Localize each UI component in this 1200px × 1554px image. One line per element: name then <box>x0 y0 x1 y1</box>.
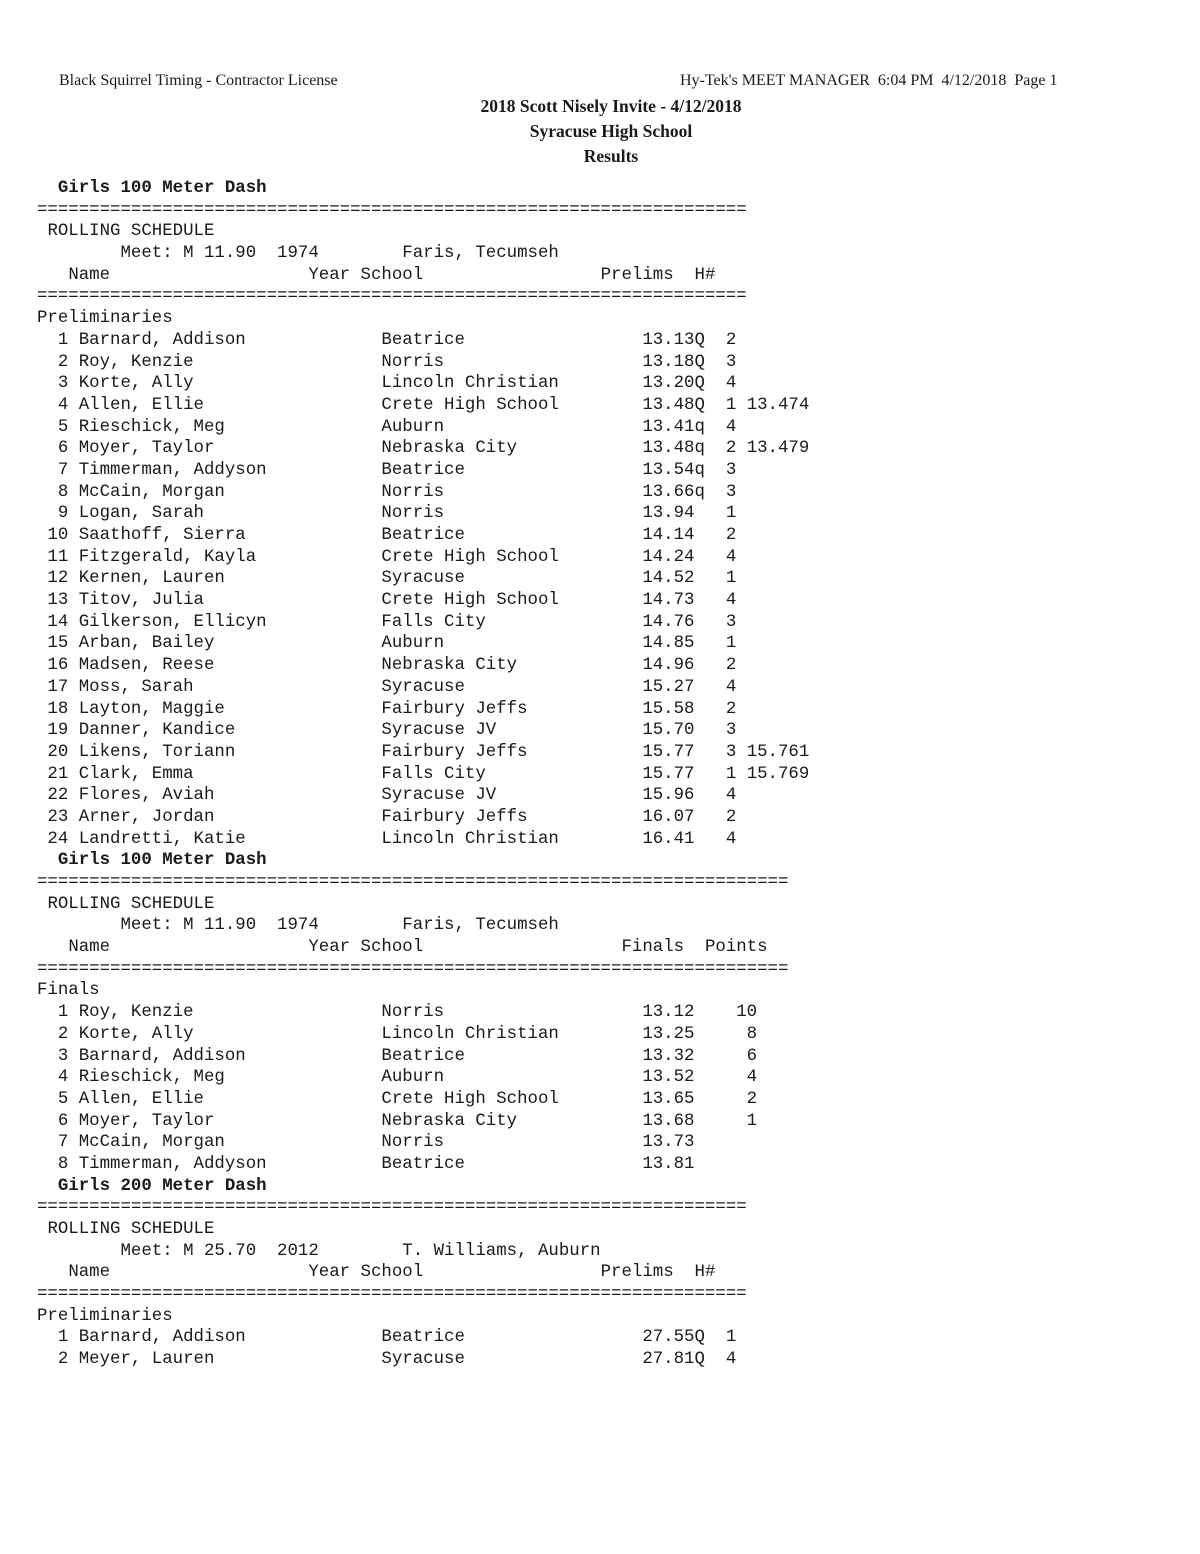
school: Beatrice <box>381 460 643 480</box>
mark: 14.14 <box>642 526 716 545</box>
mark: 27.55Q <box>642 1328 716 1348</box>
school: Falls City <box>381 764 643 784</box>
place: 22 <box>37 786 69 806</box>
mark: 14.52 <box>642 569 716 589</box>
rule-line <box>37 1284 809 1306</box>
col-mark-header: Prelims <box>600 1263 674 1283</box>
athlete-name: Meyer, Lauren <box>78 1350 382 1370</box>
tiebreak-time: 13.479 <box>746 439 810 459</box>
result-row <box>37 417 809 439</box>
mark: 13.41q <box>642 417 716 437</box>
mark: 15.77 <box>642 742 716 762</box>
place: 4 <box>37 1068 69 1088</box>
athlete-name: Clark, Emma <box>78 764 382 784</box>
heat-number: 4 <box>725 677 737 697</box>
athlete-name: Korte, Ally <box>78 1024 382 1044</box>
license-header: Black Squirrel Timing - Contractor License <box>59 72 338 89</box>
heat-number: 4 <box>725 547 737 567</box>
record-line <box>37 915 809 937</box>
mark: 13.65 <box>642 1089 716 1109</box>
school: Fairbury Jeffs <box>381 699 643 719</box>
place: 1 <box>37 330 69 350</box>
mark: 14.85 <box>642 634 716 654</box>
school: Syracuse <box>381 569 643 589</box>
place: 10 <box>37 526 69 545</box>
result-row <box>37 1067 809 1089</box>
place: 19 <box>37 721 69 741</box>
place: 8 <box>37 1154 69 1174</box>
rule-line <box>37 872 809 894</box>
athlete-name: Roy, Kenzie <box>78 352 382 372</box>
athlete-name: Landretti, Katie <box>78 829 382 849</box>
school: Crete High School <box>381 395 643 415</box>
mark: 14.24 <box>642 547 716 567</box>
school: Syracuse <box>381 677 643 697</box>
result-row <box>37 742 809 764</box>
mark: 14.73 <box>642 591 716 611</box>
heat-number: 1 <box>725 569 737 589</box>
col-mark-header: Finals <box>621 938 685 958</box>
schedule-line <box>37 221 809 243</box>
mark: 13.12 <box>642 1003 716 1023</box>
mark: 13.94 <box>642 504 716 524</box>
athlete-name: McCain, Morgan <box>78 1133 382 1153</box>
schedule-line <box>37 1219 809 1241</box>
mark: 13.66q <box>642 482 716 502</box>
result-row <box>37 1024 809 1046</box>
col-year-school-header: Year School <box>308 938 424 958</box>
divider-rule: ==================================================================== <box>37 1198 747 1218</box>
meet-title: 2018 Scott Nisely Invite - 4/12/2018 <box>480 96 742 116</box>
result-row <box>37 438 809 460</box>
place: 2 <box>37 352 69 372</box>
mark: 13.48q <box>642 439 716 459</box>
tiebreak-time: 15.761 <box>746 742 810 762</box>
athlete-name: Allen, Ellie <box>78 1089 382 1109</box>
place: 16 <box>37 656 69 676</box>
result-row <box>37 482 809 504</box>
athlete-name: Moss, Sarah <box>78 677 382 697</box>
section-line <box>37 308 809 330</box>
athlete-name: Logan, Sarah <box>78 504 382 524</box>
school: Auburn <box>381 1068 643 1088</box>
result-row <box>37 655 809 677</box>
school: Norris <box>381 482 643 502</box>
column-header-line <box>37 937 809 959</box>
result-row <box>37 1046 809 1068</box>
result-row <box>37 395 809 417</box>
athlete-name: Rieschick, Meg <box>78 1068 382 1088</box>
rule-line <box>37 959 809 981</box>
col-name-header: Name <box>68 1263 111 1283</box>
points: 2 <box>725 1089 758 1109</box>
place: 1 <box>37 1003 69 1023</box>
place: 6 <box>37 1111 69 1131</box>
school: Fairbury Jeffs <box>381 807 643 827</box>
mark: 15.58 <box>642 699 716 719</box>
result-row <box>37 764 809 786</box>
divider-rule: ==================================================================== <box>37 200 747 220</box>
heat-number: 3 <box>725 352 737 372</box>
section-line <box>37 1306 809 1328</box>
heat-number: 4 <box>725 591 737 611</box>
result-row <box>37 677 809 699</box>
col-name-header: Name <box>68 938 111 958</box>
result-row <box>37 1327 809 1349</box>
result-row <box>37 525 809 547</box>
heat-number: 2 <box>725 807 737 827</box>
heat-number: 1 <box>725 764 737 784</box>
venue-title: Syracuse High School <box>529 121 693 141</box>
place: 7 <box>37 1133 69 1153</box>
heat-number: 1 <box>725 395 737 415</box>
school: Syracuse <box>381 1350 643 1370</box>
section-label: Preliminaries <box>37 1306 173 1326</box>
result-row <box>37 503 809 525</box>
school: Crete High School <box>381 1089 643 1109</box>
mark: 14.76 <box>642 612 716 632</box>
event-title: Girls 100 Meter Dash <box>57 179 267 198</box>
meet-record: Meet: M 11.90 1974 Faris, Tecumseh <box>120 244 559 264</box>
result-row <box>37 330 809 352</box>
heat-number: 4 <box>725 786 737 806</box>
place: 17 <box>37 677 69 697</box>
school: Lincoln Christian <box>381 829 643 849</box>
record-line <box>37 1241 809 1263</box>
result-row <box>37 1089 809 1111</box>
heat-number: 3 <box>725 742 737 762</box>
mark: 16.07 <box>642 807 716 827</box>
result-row <box>37 612 809 634</box>
athlete-name: Timmerman, Addyson <box>78 1154 382 1174</box>
mark: 15.27 <box>642 677 716 697</box>
place: 12 <box>37 569 69 589</box>
event-title-line <box>37 1176 809 1198</box>
result-row <box>37 568 809 590</box>
place: 9 <box>37 504 69 524</box>
column-header-line <box>37 265 809 287</box>
heat-number: 2 <box>725 699 737 719</box>
col-year-school-header: Year School <box>308 265 424 285</box>
athlete-name: Saathoff, Sierra <box>78 526 382 545</box>
school: Auburn <box>381 634 643 654</box>
place: 5 <box>37 417 69 437</box>
athlete-name: Layton, Maggie <box>78 699 382 719</box>
result-row <box>37 1349 809 1371</box>
result-row <box>37 699 809 721</box>
place: 20 <box>37 742 69 762</box>
heat-number: 3 <box>725 460 737 480</box>
place: 7 <box>37 460 69 480</box>
school: Norris <box>381 504 643 524</box>
heat-number: 2 <box>725 526 737 545</box>
school: Falls City <box>381 612 643 632</box>
school: Lincoln Christian <box>381 1024 643 1044</box>
result-row <box>37 460 809 482</box>
event-title: Girls 100 Meter Dash <box>57 851 267 871</box>
school: Beatrice <box>381 526 643 545</box>
divider-rule: ==================================================================== <box>37 287 747 307</box>
result-row <box>37 373 809 395</box>
athlete-name: Flores, Aviah <box>78 786 382 806</box>
athlete-name: Madsen, Reese <box>78 656 382 676</box>
points: 1 <box>725 1111 758 1131</box>
place: 2 <box>37 1350 69 1370</box>
col-extra-header: Points <box>704 938 768 958</box>
divider-rule: ==================================================================== <box>37 1285 747 1305</box>
athlete-name: McCain, Morgan <box>78 482 382 502</box>
points: 8 <box>725 1024 758 1044</box>
mark: 13.73 <box>642 1133 716 1153</box>
divider-rule: ======================================================================== <box>37 959 789 979</box>
record-line <box>37 243 809 265</box>
athlete-name: Likens, Toriann <box>78 742 382 762</box>
result-row <box>37 829 809 851</box>
school: Syracuse JV <box>381 721 643 741</box>
mark: 13.68 <box>642 1111 716 1131</box>
school: Fairbury Jeffs <box>381 742 643 762</box>
place: 11 <box>37 547 69 567</box>
result-row <box>37 720 809 742</box>
school: Beatrice <box>381 1046 643 1066</box>
mark: 13.20Q <box>642 374 716 394</box>
heat-number: 3 <box>725 612 737 632</box>
col-name-header: Name <box>68 265 111 285</box>
school: Nebraska City <box>381 1111 643 1131</box>
points <box>726 1155 757 1174</box>
place: 24 <box>37 829 69 849</box>
athlete-name: Timmerman, Addyson <box>78 460 382 480</box>
athlete-name: Barnard, Addison <box>78 1328 382 1348</box>
tiebreak-time: 13.474 <box>746 395 810 415</box>
heat-number: 1 <box>725 1328 737 1348</box>
school: Lincoln Christian <box>381 374 643 394</box>
meet-record: Meet: M 11.90 1974 Faris, Tecumseh <box>120 916 559 936</box>
mark: 13.48Q <box>642 395 716 415</box>
event-title: Girls 200 Meter Dash <box>57 1176 267 1196</box>
mark: 15.70 <box>642 721 716 741</box>
mark: 13.81 <box>642 1154 716 1174</box>
athlete-name: Fitzgerald, Kayla <box>78 547 382 567</box>
mark: 15.96 <box>642 786 716 806</box>
section-label: Preliminaries <box>37 309 173 329</box>
mark: 13.32 <box>642 1046 716 1066</box>
result-row <box>37 1111 809 1133</box>
school: Crete High School <box>381 591 643 611</box>
mark: 13.13Q <box>642 330 716 350</box>
result-row <box>37 633 809 655</box>
meet-record: Meet: M 25.70 2012 T. Williams, Auburn <box>120 1241 601 1261</box>
result-row <box>37 1002 809 1024</box>
schedule-label: ROLLING SCHEDULE <box>47 894 215 914</box>
place: 5 <box>37 1089 69 1109</box>
athlete-name: Arner, Jordan <box>78 807 382 827</box>
meet-manager-header: Hy-Tek's MEET MANAGER 6:04 PM 4/12/2018 Page 1 <box>680 72 1058 89</box>
athlete-name: Roy, Kenzie <box>78 1003 382 1023</box>
mark: 14.96 <box>642 656 716 676</box>
place: 3 <box>37 374 69 394</box>
event-title-line <box>37 850 809 872</box>
athlete-name: Arban, Bailey <box>78 634 382 654</box>
col-extra-header: H# <box>694 265 716 285</box>
result-row <box>37 547 809 569</box>
results-report <box>37 178 809 1371</box>
mark: 27.81Q <box>642 1350 716 1370</box>
points <box>726 1133 757 1152</box>
place: 8 <box>37 482 69 502</box>
athlete-name: Korte, Ally <box>78 374 382 394</box>
athlete-name: Rieschick, Meg <box>78 417 382 437</box>
result-row <box>37 352 809 374</box>
heat-number: 1 <box>725 504 737 524</box>
results-title: Results <box>583 146 639 166</box>
school: Beatrice <box>381 1328 643 1348</box>
section-line <box>37 980 809 1002</box>
school: Syracuse JV <box>381 786 643 806</box>
mark: 16.41 <box>642 829 716 849</box>
schedule-label: ROLLING SCHEDULE <box>47 1220 215 1239</box>
schedule-line <box>37 894 809 916</box>
heat-number: 4 <box>725 374 737 394</box>
result-row <box>37 1154 809 1176</box>
mark: 15.77 <box>642 764 716 784</box>
event-title-line <box>37 178 809 200</box>
points: 10 <box>725 1003 758 1023</box>
school: Nebraska City <box>381 656 643 676</box>
school: Norris <box>381 352 643 372</box>
place: 4 <box>37 395 69 415</box>
place: 6 <box>37 439 69 459</box>
school: Beatrice <box>381 1154 643 1174</box>
school: Nebraska City <box>381 439 643 459</box>
heat-number: 2 <box>725 330 737 350</box>
school: Crete High School <box>381 547 643 567</box>
place: 2 <box>37 1024 69 1044</box>
mark: 13.18Q <box>642 352 716 372</box>
school: Auburn <box>381 417 643 437</box>
col-extra-header: H# <box>694 1263 716 1283</box>
points: 4 <box>725 1068 758 1088</box>
result-row <box>37 1132 809 1154</box>
tiebreak-time: 15.769 <box>746 764 810 784</box>
place: 23 <box>37 807 69 827</box>
heat-number: 2 <box>725 656 737 676</box>
place: 3 <box>37 1046 69 1066</box>
rule-line <box>37 1197 809 1219</box>
athlete-name: Moyer, Taylor <box>78 1111 382 1131</box>
place: 18 <box>37 699 69 719</box>
result-row <box>37 807 809 829</box>
schedule-label: ROLLING SCHEDULE <box>47 222 215 242</box>
section-label: Finals <box>37 981 100 1001</box>
athlete-name: Moyer, Taylor <box>78 439 382 459</box>
athlete-name: Danner, Kandice <box>78 721 382 741</box>
athlete-name: Allen, Ellie <box>78 395 382 415</box>
points: 6 <box>725 1046 758 1066</box>
rule-line <box>37 200 809 222</box>
athlete-name: Barnard, Addison <box>78 1046 382 1066</box>
heat-number: 4 <box>725 829 737 849</box>
mark: 13.25 <box>642 1024 716 1044</box>
heat-number: 3 <box>725 482 737 502</box>
school: Beatrice <box>381 330 643 350</box>
athlete-name: Titov, Julia <box>78 591 382 611</box>
col-mark-header: Prelims <box>600 265 674 285</box>
place: 21 <box>37 764 69 784</box>
place: 15 <box>37 634 69 654</box>
heat-number: 1 <box>725 634 737 654</box>
place: 14 <box>37 612 69 632</box>
column-header-line <box>37 1262 809 1284</box>
divider-rule: ======================================================================== <box>37 873 789 892</box>
rule-line <box>37 286 809 308</box>
athlete-name: Kernen, Lauren <box>78 569 382 589</box>
result-row <box>37 590 809 612</box>
heat-number: 4 <box>725 417 737 437</box>
mark: 13.52 <box>642 1068 716 1088</box>
heat-number: 3 <box>725 721 737 741</box>
school: Norris <box>381 1133 643 1153</box>
school: Norris <box>381 1003 643 1023</box>
col-year-school-header: Year School <box>308 1263 424 1283</box>
athlete-name: Gilkerson, Ellicyn <box>78 612 382 632</box>
place: 1 <box>37 1328 69 1348</box>
heat-number: 4 <box>725 1350 737 1370</box>
mark: 13.54q <box>642 460 716 480</box>
place: 13 <box>37 591 69 611</box>
heat-number: 2 <box>725 439 737 459</box>
result-row <box>37 785 809 807</box>
athlete-name: Barnard, Addison <box>78 330 382 350</box>
